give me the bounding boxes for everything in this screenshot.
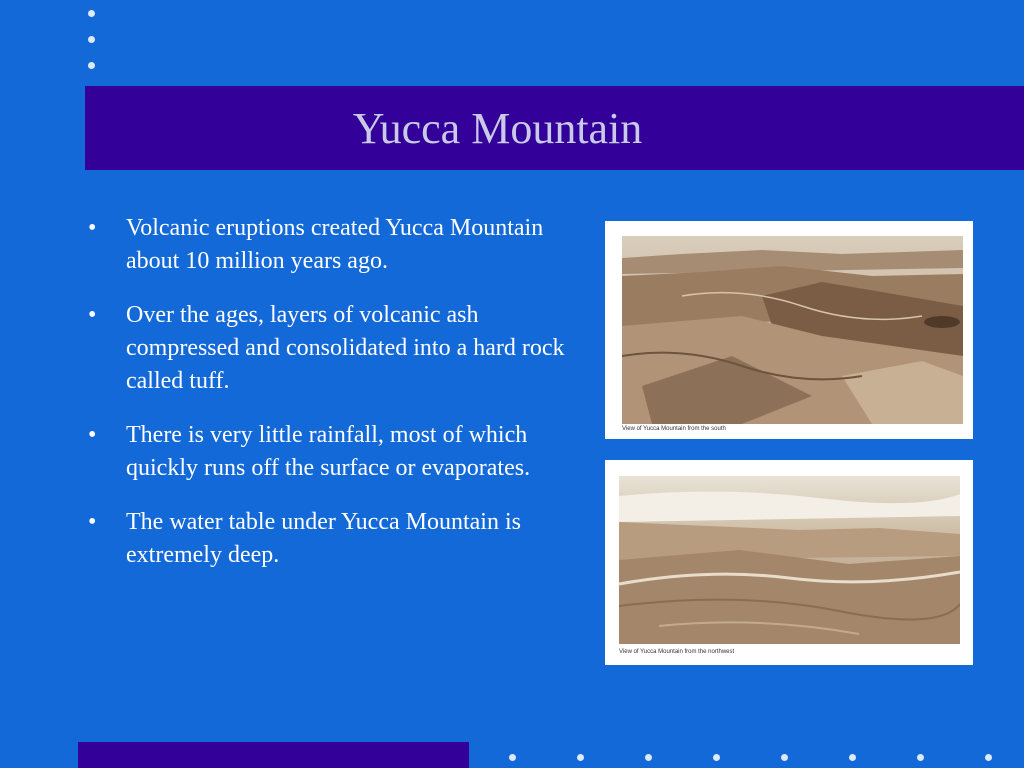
bottom-accent-bar	[78, 742, 469, 768]
bullet-item	[88, 506, 578, 572]
dot	[509, 754, 516, 761]
dot	[781, 754, 788, 761]
bullet-text: Volcanic eruptions created Yucca Mountain about 10 million years ago.	[126, 215, 544, 274]
title-bar	[85, 86, 1024, 170]
decorative-dots-top-left	[88, 10, 95, 88]
photo-yucca-northwest	[605, 460, 973, 665]
dot	[88, 10, 95, 17]
dot	[88, 62, 95, 69]
photo-caption: View of Yucca Mountain from the south	[622, 426, 726, 432]
bullet-item	[88, 212, 578, 278]
dot	[577, 754, 584, 761]
bullet-item	[88, 299, 578, 398]
bullet-symbol: •	[88, 509, 97, 535]
landscape-image-south	[622, 236, 963, 424]
slide-title: Yucca Mountain	[352, 103, 643, 153]
dot	[645, 754, 652, 761]
bullet-text: The water table under Yucca Mountain is extremely deep.	[126, 509, 521, 568]
bullet-text: Over the ages, layers of volcanic ash compressed and consolidated into a hard rock called tuff.	[126, 302, 565, 394]
dot	[917, 754, 924, 761]
bullet-text: There is very little rainfall, most of which quickly runs off the surface or evaporates.	[126, 422, 531, 481]
bullet-symbol: •	[88, 215, 97, 241]
photo-caption: View of Yucca Mountain from the northwest	[619, 649, 735, 655]
bullet-symbol: •	[88, 422, 97, 448]
dot	[849, 754, 856, 761]
dot	[88, 36, 95, 43]
decorative-dots-bottom	[509, 754, 1024, 761]
bullet-item	[88, 419, 578, 485]
dot	[713, 754, 720, 761]
photo-yucca-south	[605, 221, 973, 439]
bullet-list	[88, 212, 578, 593]
landscape-image-northwest	[619, 476, 960, 644]
dot	[985, 754, 992, 761]
bullet-symbol: •	[88, 302, 97, 328]
